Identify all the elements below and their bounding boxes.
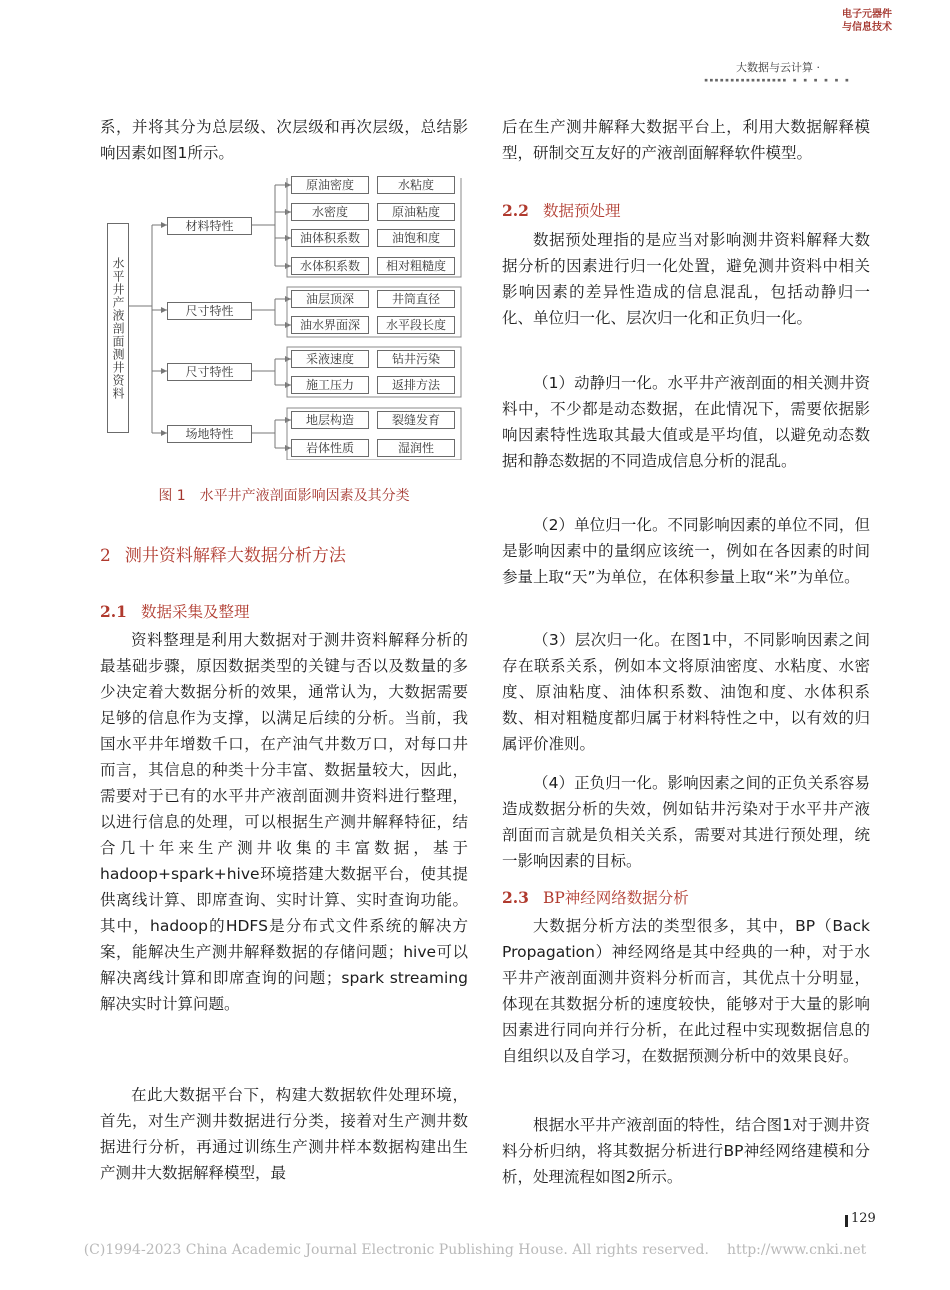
page-number: 129 — [851, 1211, 876, 1226]
section-number: 2 — [100, 546, 111, 566]
journal-name-line1: 电子元器件 — [842, 9, 892, 20]
figure-factor-node: 油体积系数 — [291, 229, 369, 247]
subsection-title: 数据预处理 — [542, 202, 621, 220]
subsection-title: BP神经网络数据分析 — [542, 889, 689, 907]
figure-factor-node: 岩体性质 — [291, 439, 369, 457]
paragraph: 系，并将其分为总层级、次层级和再次层级，总结影响因素如图1所示。 — [100, 118, 468, 162]
figure-factor-node: 油水界面深 — [291, 316, 369, 334]
figure-factor-node: 地层构造 — [291, 411, 369, 429]
subsection-title: 数据采集及整理 — [140, 603, 250, 621]
figure-factor-node: 油饱和度 — [377, 229, 455, 247]
figure-1-diagram — [107, 178, 463, 460]
figure-factor-node: 钻井污染 — [377, 350, 455, 368]
figure-caption-text: 水平井产液剖面影响因素及其分类 — [199, 488, 410, 504]
figure-root-node: 水平井产液剖面测井资料 — [107, 223, 129, 433]
figure-caption-number: 图 1 — [158, 488, 186, 504]
subsection-number: 2.3 — [502, 888, 529, 907]
figure-factor-node: 水密度 — [291, 203, 369, 221]
figure-category-node: 材料特性 — [167, 217, 252, 235]
section-title-text: 测井资料解释大数据分析方法 — [124, 546, 346, 566]
subsection-number: 2.2 — [502, 201, 529, 220]
figure-factor-node: 原油粘度 — [377, 203, 455, 221]
paragraph: 数据预处理指的是应当对影响测井资料解释大数据分析的因素进行归一化处置，避免测井资料中相关影响因素的差异性造成的信息混乱，包括动静归一化、单位归一化、层次归一化和正负归一化。 — [502, 231, 870, 327]
journal-name — [842, 8, 892, 34]
paragraph: （4）正负归一化。影响因素之间的正负关系容易造成数据分析的失效，例如钻井污染对于水平井产液剖面而言就是负相关关系，需要对其进行预处理，统一影响因素的目标。 — [502, 774, 870, 870]
page-number-bar — [845, 1215, 848, 1227]
figure-factor-node: 裂缝发育 — [377, 411, 455, 429]
figure-factor-node: 水体积系数 — [291, 257, 369, 275]
paragraph: 根据水平井产液剖面的特性，结合图1对于测井资料分析归纳，将其数据分析进行BP神经网络建模和分析，处理流程如图2所示。 — [502, 1116, 870, 1186]
figure-caption — [100, 485, 468, 505]
paragraph: 后在生产测井解释大数据平台上，利用大数据解释模型，研制交互友好的产液剖面解释软件模型。 — [502, 118, 870, 162]
subsection-heading — [502, 199, 620, 221]
figure-factor-node: 施工压力 — [291, 376, 369, 394]
copyright-footer — [0, 1242, 950, 1258]
subsection-number: 2.1 — [100, 602, 127, 621]
subsection-heading — [100, 600, 249, 622]
figure-category-node: 场地特性 — [167, 425, 252, 443]
paragraph: 资料整理是利用大数据对于测井资料解释分析的最基础步骤，原因数据类型的关键与否以及数量的多少决定着大数据分析的效果，通常认为，大数据需要足够的信息作为支撑，以满足后续的分析。当前，我国水平井年增数千口，在产油气井数万口，对每口井而言，其信息的种类十分丰富、数据量较大，因此，需要对于已有的水平井产液剖面测井资料进行整理，以进行信息的处理，可以根据生产测井解释特征，结合几十年来生产测井收集的丰富数据，基于hadoop+spark+hive环境搭建大数据平台，使其提供离线计算、即席查询、实时计算、实时查询功能。其中，hadoop的HDFS是分布式文件系统的解决方案，能解决生产测井解释数据的存储问题；hive可以解决离线计算和即席查询的问题；spark streaming解决实时计算问题。 — [100, 631, 468, 1013]
journal-name-line2: 与信息技术 — [842, 22, 892, 33]
copyright-text: (C)1994-2023 China Academic Journal Electronic Publishing House. All rights reserved. — [83, 1242, 709, 1258]
paragraph: 大数据分析方法的类型很多，其中，BP（Back Propagation）神经网络是其中经典的一种，对于水平井产液剖面测井资料分析而言，其优点十分明显，体现在其数据分析的速度较快，能够对于大量的影响因素进行同向并行分析，在此过程中实现数据信息的自组织以及自学习，在数据预测分析中的效果良好。 — [502, 917, 870, 1065]
footer-url[interactable]: http://www.cnki.net — [726, 1242, 867, 1258]
figure-factor-node: 相对粗糙度 — [377, 257, 455, 275]
paragraph: （1）动静归一化。水平井产液剖面的相关测井资料中，不少都是动态数据，在此情况下，需要依据影响因素特性选取其最大值或是平均值，以避免动态数据和静态数据的不同造成信息分析的混乱。 — [502, 374, 870, 470]
paragraph: 在此大数据平台下，构建大数据软件处理环境，首先，对生产测井数据进行分类，接着对生产测井数据进行分析，再通过训练生产测井样本数据构建出生产测井大数据解释模型，最 — [100, 1086, 468, 1182]
section-heading — [100, 541, 346, 566]
figure-category-node: 尺寸特性 — [167, 363, 252, 381]
figure-factor-node: 油层顶深 — [291, 290, 369, 308]
section-title: 大数据与云计算 · — [736, 61, 820, 74]
subsection-heading — [502, 886, 689, 908]
paragraph: （3）层次归一化。在图1中，不同影响因素之间存在联系关系，例如本文将原油密度、水粘度、水密度、原油粘度、油体积系数、油饱和度、水体积系数、相对粗糙度都归属于材料特性之中，以有效的归属评价准则。 — [502, 631, 870, 753]
figure-factor-node: 湿润性 — [377, 439, 455, 457]
figure-factor-node: 水粘度 — [377, 176, 455, 194]
figure-factor-node: 原油密度 — [291, 176, 369, 194]
paragraph: （2）单位归一化。不同影响因素的单位不同，但是影响因素中的量纲应该统一，例如在各因素的时间参量上取“天”为单位，在体积参量上取“米”为单位。 — [502, 516, 870, 586]
figure-factor-node: 水平段长度 — [377, 316, 455, 334]
figure-factor-node: 采液速度 — [291, 350, 369, 368]
header-dot-decoration: ▪▪▪▪▪▪▪▪▪▪▪▪▪▪▪▪ ▪ ▪ ▪ ▪ ▪ ▪ — [704, 76, 851, 84]
figure-category-node: 尺寸特性 — [167, 302, 252, 320]
figure-factor-node: 井筒直径 — [377, 290, 455, 308]
figure-factor-node: 返排方法 — [377, 376, 455, 394]
